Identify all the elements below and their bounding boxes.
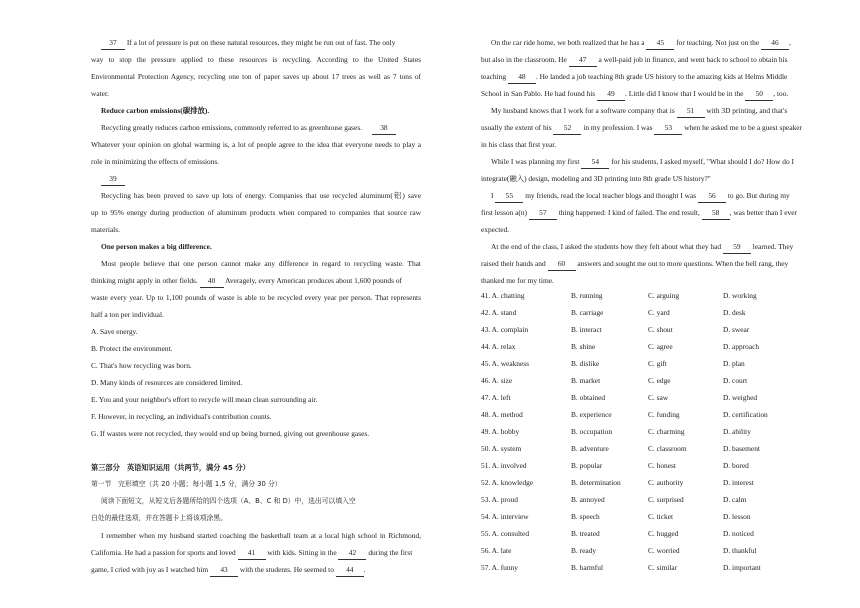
choice-option[interactable]: 44. A. relax — [481, 342, 516, 351]
choice-option[interactable]: 52. A. knowledge — [481, 478, 534, 487]
blank-44[interactable]: 44 — [336, 564, 364, 577]
choice-option[interactable]: 49. A. hobby — [481, 427, 520, 436]
choice-option[interactable]: B. occupation — [571, 427, 613, 436]
blank-54[interactable]: 54 — [581, 156, 609, 169]
choice-option[interactable]: B. market — [571, 376, 601, 385]
choice-option[interactable]: D. lesson — [723, 512, 751, 521]
choice-option[interactable]: D. calm — [723, 495, 747, 504]
text-line: On the car ride home, we both realized that he has a 45 for teaching. Not just on the 46 , — [481, 34, 811, 51]
blank-51[interactable]: 51 — [677, 105, 705, 118]
blank-57[interactable]: 57 — [529, 207, 557, 220]
choice-option[interactable]: 54. A. interview — [481, 512, 529, 521]
choice-option[interactable]: C. edge — [648, 376, 671, 385]
blank-50[interactable]: 50 — [745, 88, 773, 101]
text-line: raised their hands and 60 answers and sought me out to more questions. When the bell rang, they — [481, 255, 811, 272]
choice-option[interactable]: C. honest — [648, 461, 676, 470]
blank-59[interactable]: 59 — [723, 241, 751, 254]
choice-option[interactable]: B. popular — [571, 461, 603, 470]
blank-46[interactable]: 46 — [761, 37, 789, 50]
choice-row — [481, 321, 811, 338]
choice-option[interactable]: B. ready — [571, 546, 597, 555]
choice-option[interactable]: C. classroom — [648, 444, 687, 453]
choice-option[interactable]: D. ability — [723, 427, 751, 436]
text-line: I 55 my friends, read the local teacher blogs and thought I was 56 to go. But during my — [481, 187, 811, 204]
text-line: Environmental Protection Agency, recycling one ton of paper saves up about 17 trees as well as 7 tons of — [91, 72, 421, 81]
choice-option[interactable]: C. agree — [648, 342, 673, 351]
text-line: up to 95% energy during production of aluminum products when compared to companies that source raw — [91, 208, 421, 217]
choice-option[interactable]: C. funding — [648, 410, 680, 419]
choice-option[interactable]: D. important — [723, 563, 761, 572]
choice-option[interactable]: D. interest — [723, 478, 754, 487]
text-line: thanked me for my time. — [481, 276, 554, 285]
option-d: D. Many kinds of resources are considered limited. — [91, 378, 243, 387]
choice-option[interactable]: C. authority — [648, 478, 684, 487]
choice-option[interactable]: B. treated — [571, 529, 600, 538]
blank-60[interactable]: 60 — [548, 258, 576, 271]
blank-56[interactable]: 56 — [698, 190, 726, 203]
choice-option[interactable]: B. running — [571, 291, 603, 300]
choice-option[interactable]: D. plan — [723, 359, 745, 368]
choice-option[interactable]: C. worried — [648, 546, 680, 555]
text-line: Whatever your opinion on global warming is, a lot of people agree to the idea that everyone needs to play a — [91, 140, 421, 149]
text-line: California. He had a passion for sports and loved 41 with kids. Sitting in the 42 during the first — [91, 544, 421, 561]
choice-option[interactable]: 46. A. size — [481, 376, 513, 385]
choice-row — [481, 406, 811, 423]
choice-option[interactable]: C. hugged — [648, 529, 679, 538]
choice-option[interactable]: C. yard — [648, 308, 670, 317]
choice-option[interactable]: 50. A. system — [481, 444, 522, 453]
choice-option[interactable]: B. shine — [571, 342, 596, 351]
choice-option[interactable]: 51. A. involved — [481, 461, 527, 470]
choice-option[interactable]: B. interact — [571, 325, 602, 334]
text-line: I remember when my husband started coaching the basketball team at a local high school in Richmond, — [101, 531, 421, 540]
blank-37[interactable]: 37 — [101, 37, 125, 50]
text-line: way to stop the pressure applied to these resources is recycling. According to the United States — [91, 55, 421, 64]
choice-row — [481, 491, 811, 508]
choice-row — [481, 542, 811, 559]
blank-58[interactable]: 58 — [702, 207, 730, 220]
choice-option[interactable]: D. desk — [723, 308, 746, 317]
choice-option[interactable]: 48. A. method — [481, 410, 523, 419]
choice-option[interactable]: B. experience — [571, 410, 612, 419]
choice-row — [481, 355, 811, 372]
choice-option[interactable]: 41. A. chatting — [481, 291, 525, 300]
text-line: Recycling has been proved to save up lots of energy. Companies that use recycled aluminum(铝) save — [101, 191, 421, 200]
choice-option[interactable]: B. harmful — [571, 563, 604, 572]
text-line: thinking might apply in other fields. 40 Averagely, every American produces about 1,600 pounds of — [91, 272, 421, 289]
blank-40[interactable]: 40 — [200, 275, 224, 288]
heading-one-person: One person makes a big difference. — [101, 242, 212, 251]
blank-38[interactable]: 38 — [372, 122, 396, 135]
text-line: At the end of the class, I asked the students how they felt about what they had 59 learned. They — [481, 238, 811, 255]
choice-option[interactable]: C. surprised — [648, 495, 684, 504]
choice-row — [481, 338, 811, 355]
subsection-title: 第一节 完形填空（共 20 小题；每小题 1.5 分，满分 30 分） — [91, 480, 282, 488]
option-b: B. Protect the environment. — [91, 344, 173, 353]
choice-option[interactable]: B. annoyed — [571, 495, 605, 504]
choice-option[interactable]: D. swear — [723, 325, 750, 334]
choice-option[interactable]: C. gift — [648, 359, 667, 368]
choice-option[interactable]: 57. A. funny — [481, 563, 518, 572]
option-c: C. That's how recycling was born. — [91, 361, 192, 370]
choice-row — [481, 440, 811, 457]
text-line: Most people believe that one person cannot make any difference in regard to recycling waste. That — [101, 259, 421, 268]
blank-52[interactable]: 52 — [553, 122, 581, 135]
option-g: G. If wastes were not recycled, they would end up being burned, giving out greenhouse gases. — [91, 429, 370, 438]
choice-row — [481, 457, 811, 474]
text-line: My husband knows that I work for a software company that is 51 with 3D printing, and that's — [481, 102, 811, 119]
blank-53[interactable]: 53 — [654, 122, 682, 135]
text-line: first lesson a(n) 57 thing happened: I kind of failed. The end result, 58 , was better than I ever — [481, 204, 811, 221]
choice-row — [481, 304, 811, 321]
choice-option[interactable]: B. dislike — [571, 359, 600, 368]
text-line: usually the extent of his 52 in my profession. I was 53 when he asked me to be a guest speaker — [481, 119, 811, 136]
text-line: half a ton per individual. — [91, 310, 164, 319]
choice-option[interactable]: D. court — [723, 376, 748, 385]
text-line: water. — [91, 89, 109, 98]
blank-39[interactable]: 39 — [101, 173, 125, 186]
instructions-cont: 白处的最佳选项，并在答题卡上将该项涂黑。 — [91, 514, 227, 522]
blank-43[interactable]: 43 — [210, 564, 238, 577]
choice-row — [481, 474, 811, 491]
choices-table — [481, 287, 811, 576]
choice-option[interactable]: C. saw — [648, 393, 669, 402]
blank-41[interactable]: 41 — [238, 547, 266, 560]
choice-option[interactable]: 43. A. complain — [481, 325, 529, 334]
text-line: School in San Pablo. He had found his 49 . Little did I know that I would be in the 50 , too. — [481, 85, 811, 102]
choice-option[interactable]: B. determination — [571, 478, 621, 487]
choice-option[interactable]: 56. A. late — [481, 546, 512, 555]
choice-option[interactable]: D. certification — [723, 410, 768, 419]
text-line: waste every year. Up to 1,100 pounds of waste is able to be recycled every year per person. That represents — [91, 293, 421, 302]
text-line — [91, 170, 421, 187]
choice-option[interactable]: 55. A. consulted — [481, 529, 530, 538]
choice-option[interactable]: D. basement — [723, 444, 760, 453]
right-column — [481, 34, 811, 289]
blank-42[interactable]: 42 — [338, 547, 366, 560]
blank-49[interactable]: 49 — [597, 88, 625, 101]
option-f: F. However, in recycling, an individual's contribution counts. — [91, 412, 272, 421]
text-line: but also in the classroom. He 47 a well-paid job in finance, and went back to school to obtain his — [481, 51, 811, 68]
choice-option[interactable]: B. obtained — [571, 393, 606, 402]
choice-option[interactable]: 45. A. weakness — [481, 359, 530, 368]
text-line: in his class that first year. — [481, 140, 557, 149]
choice-option[interactable]: 53. A. proud — [481, 495, 518, 504]
choice-option[interactable]: 42. A. stand — [481, 308, 517, 317]
choice-row — [481, 559, 811, 576]
choice-option[interactable]: D. working — [723, 291, 757, 300]
text-line: teaching 48 . He landed a job teaching 8th grade US history to the amazing kids at Helms Middle — [481, 68, 811, 85]
text-line: While I was planning my first 54 for his students, I asked myself, "What should I do? How do I — [481, 153, 811, 170]
choice-row — [481, 525, 811, 542]
choice-option[interactable]: C. shout — [648, 325, 673, 334]
text-line: expected. — [481, 225, 510, 234]
choice-option[interactable]: D. bored — [723, 461, 749, 470]
choice-option[interactable]: C. similar — [648, 563, 678, 572]
choice-row — [481, 389, 811, 406]
left-column — [91, 34, 421, 578]
choice-option[interactable]: C. ticket — [648, 512, 674, 521]
choice-row — [481, 508, 811, 525]
option-a: A. Save energy. — [91, 327, 138, 336]
choice-option[interactable]: D. approach — [723, 342, 760, 351]
blank-48[interactable]: 48 — [508, 71, 536, 84]
text-line: integrate(融入) design, modeling and 3D printing into 8th grade US history?" — [481, 174, 711, 183]
choice-option[interactable]: D. weighed — [723, 393, 758, 402]
section-title: 第三部分 英语知识运用（共两节，满分 45 分） — [91, 463, 250, 472]
choice-option[interactable]: B. speech — [571, 512, 600, 521]
choice-option[interactable]: C. charming — [648, 427, 685, 436]
choice-option[interactable]: B. carriage — [571, 308, 604, 317]
text-line: 37 If a lot of pressure is put on these natural resources, they might be run out of fast. The only — [91, 34, 421, 51]
blank-45[interactable]: 45 — [646, 37, 674, 50]
text-line: game, I cried with joy as I watched him 43 with the students. He seemed to 44 . — [91, 561, 421, 578]
text-line: materials. — [91, 225, 120, 234]
choice-row — [481, 372, 811, 389]
text-line: role in minimizing the effects of emissions. — [91, 157, 220, 166]
blank-55[interactable]: 55 — [495, 190, 523, 203]
choice-option[interactable]: C. arguing — [648, 291, 680, 300]
choice-option[interactable]: D. noticed — [723, 529, 754, 538]
choice-option[interactable]: B. adventure — [571, 444, 609, 453]
choice-option[interactable]: D. thankful — [723, 546, 757, 555]
option-e: E. You and your neighbor's effort to recycle will mean clean surrounding air. — [91, 395, 318, 404]
blank-47[interactable]: 47 — [569, 54, 597, 67]
choice-row — [481, 287, 811, 304]
text-line: Recycling greatly reduces carbon emissions, commonly referred to as greenhouse gases. 38 — [91, 119, 421, 136]
instructions: 阅读下面短文，从短文后各题所给的四个选项（A、B、C 和 D）中，选出可以填入空 — [101, 497, 356, 505]
choice-option[interactable]: 47. A. left — [481, 393, 511, 402]
heading-reduce-carbon: Reduce carbon emissions(碳排放). — [101, 106, 210, 115]
choice-row — [481, 423, 811, 440]
